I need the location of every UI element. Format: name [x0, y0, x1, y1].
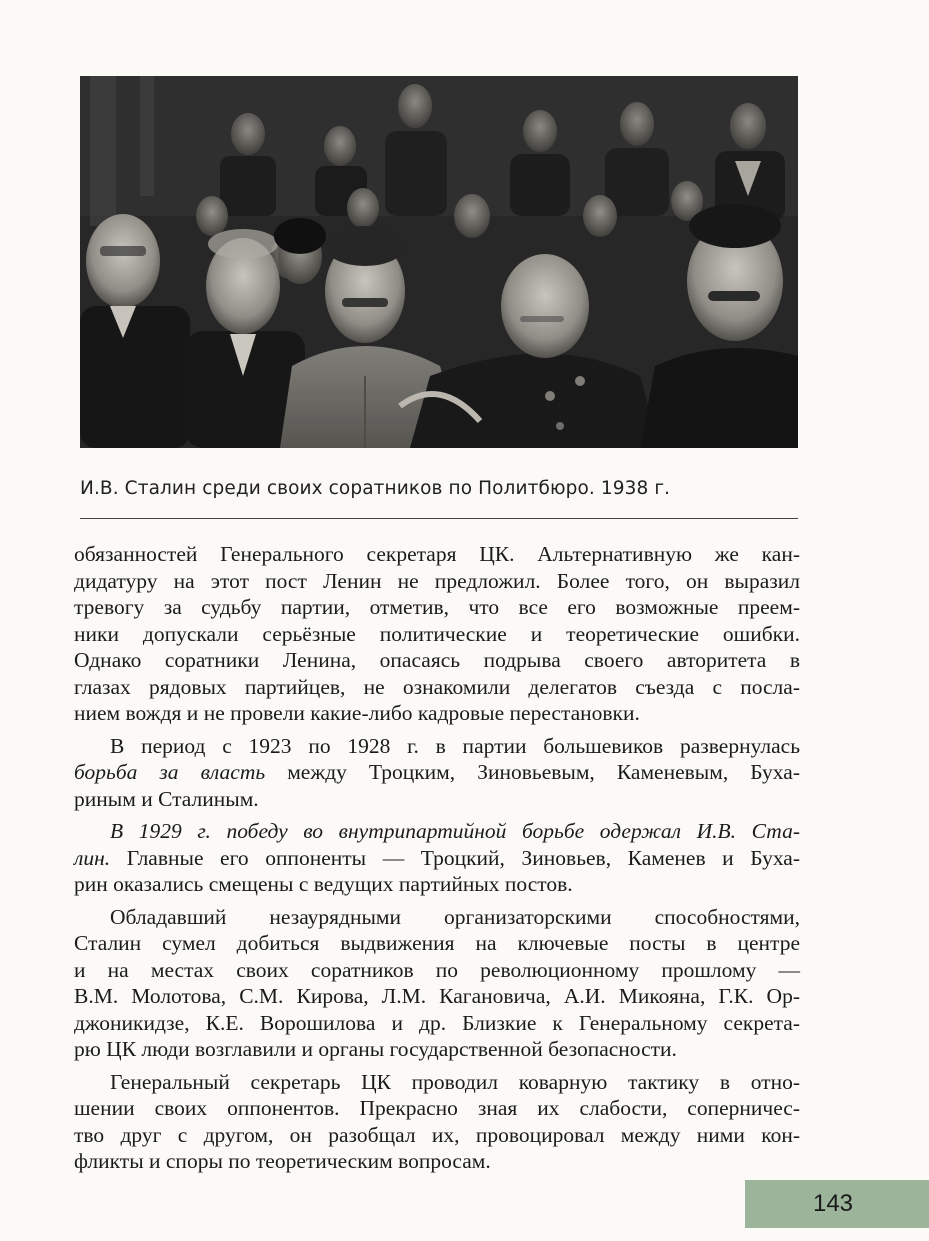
photo-illustration	[80, 76, 798, 448]
text-run: между Троцким, Зиновьевым, Каменевым, Буха-	[265, 760, 800, 784]
italic-term: борьба за власть	[74, 760, 266, 784]
text-line: фликты и споры по теоретическим вопросам.	[74, 1149, 491, 1173]
text-line: ники допускали серьёзные политические и теоретические ошибки.	[74, 621, 800, 646]
page-number: 143	[812, 1190, 854, 1217]
page-number-tab	[745, 1180, 929, 1228]
text-line: дидатуру на этот пост Ленин не предложил. Более того, он выразил	[74, 568, 800, 593]
text-line: Генеральный секретарь ЦК проводил коварную тактику в отно-	[110, 1069, 800, 1094]
text-line: глазах рядовых партийцев, не ознакомили делегатов съезда с посла-	[74, 674, 800, 699]
text-line: джоникидзе, К.Е. Ворошилова и др. Близкие к Генеральному секрета-	[74, 1010, 800, 1035]
text-line: тревогу за судьбу партии, отметив, что все его возможные преем-	[74, 595, 800, 619]
text-line-mixed	[74, 845, 800, 872]
text-line: риным и Сталиным.	[74, 786, 259, 811]
caption-divider	[80, 518, 798, 519]
photo-caption: И.В. Сталин среди своих соратников по Политбюро. 1938 г.	[80, 478, 671, 499]
text-line-italic: В 1929 г. победу во внутрипартийной борьбе одержал И.В. Ста-	[110, 819, 800, 843]
body-text	[74, 541, 800, 1175]
text-line: тво друг с другом, он разобщал их, провоцировал между ними кон-	[74, 1122, 800, 1147]
text-line: нием вождя и не провели какие-либо кадровые перестановки.	[74, 701, 640, 725]
italic-term: лин.	[74, 845, 111, 870]
text-line: В.М. Молотова, С.М. Кирова, Л.М. Кагановича, А.И. Микояна, Г.К. Ор-	[74, 984, 800, 1008]
text-line: Обладавший незаурядными организаторскими способностями,	[110, 904, 800, 929]
text-line: В период с 1923 по 1928 г. в партии большевиков развернулась	[110, 733, 800, 758]
text-line: рю ЦК люди возглавили и органы государственной безопасности.	[74, 1037, 677, 1061]
text-line: шении своих оппонентов. Прекрасно зная их слабости, соперничес-	[74, 1096, 800, 1120]
text-line: Однако соратники Ленина, опасаясь подрыва своего авторитета в	[74, 648, 800, 672]
text-line: обязанностей Генерального секретаря ЦК. Альтернативную же кан-	[74, 542, 800, 566]
text-line: рин оказались смещены с ведущих партийных постов.	[74, 872, 573, 896]
text-line-mixed	[74, 759, 800, 786]
text-line: и на местах своих соратников по революционному прошлому —	[74, 957, 800, 982]
text-line: Сталин сумел добиться выдвижения на ключевые посты в центре	[74, 931, 800, 955]
historical-photo	[80, 76, 798, 448]
text-run: Главные его оппоненты — Троцкий, Зиновьев, Каменев и Буха-	[110, 845, 800, 870]
